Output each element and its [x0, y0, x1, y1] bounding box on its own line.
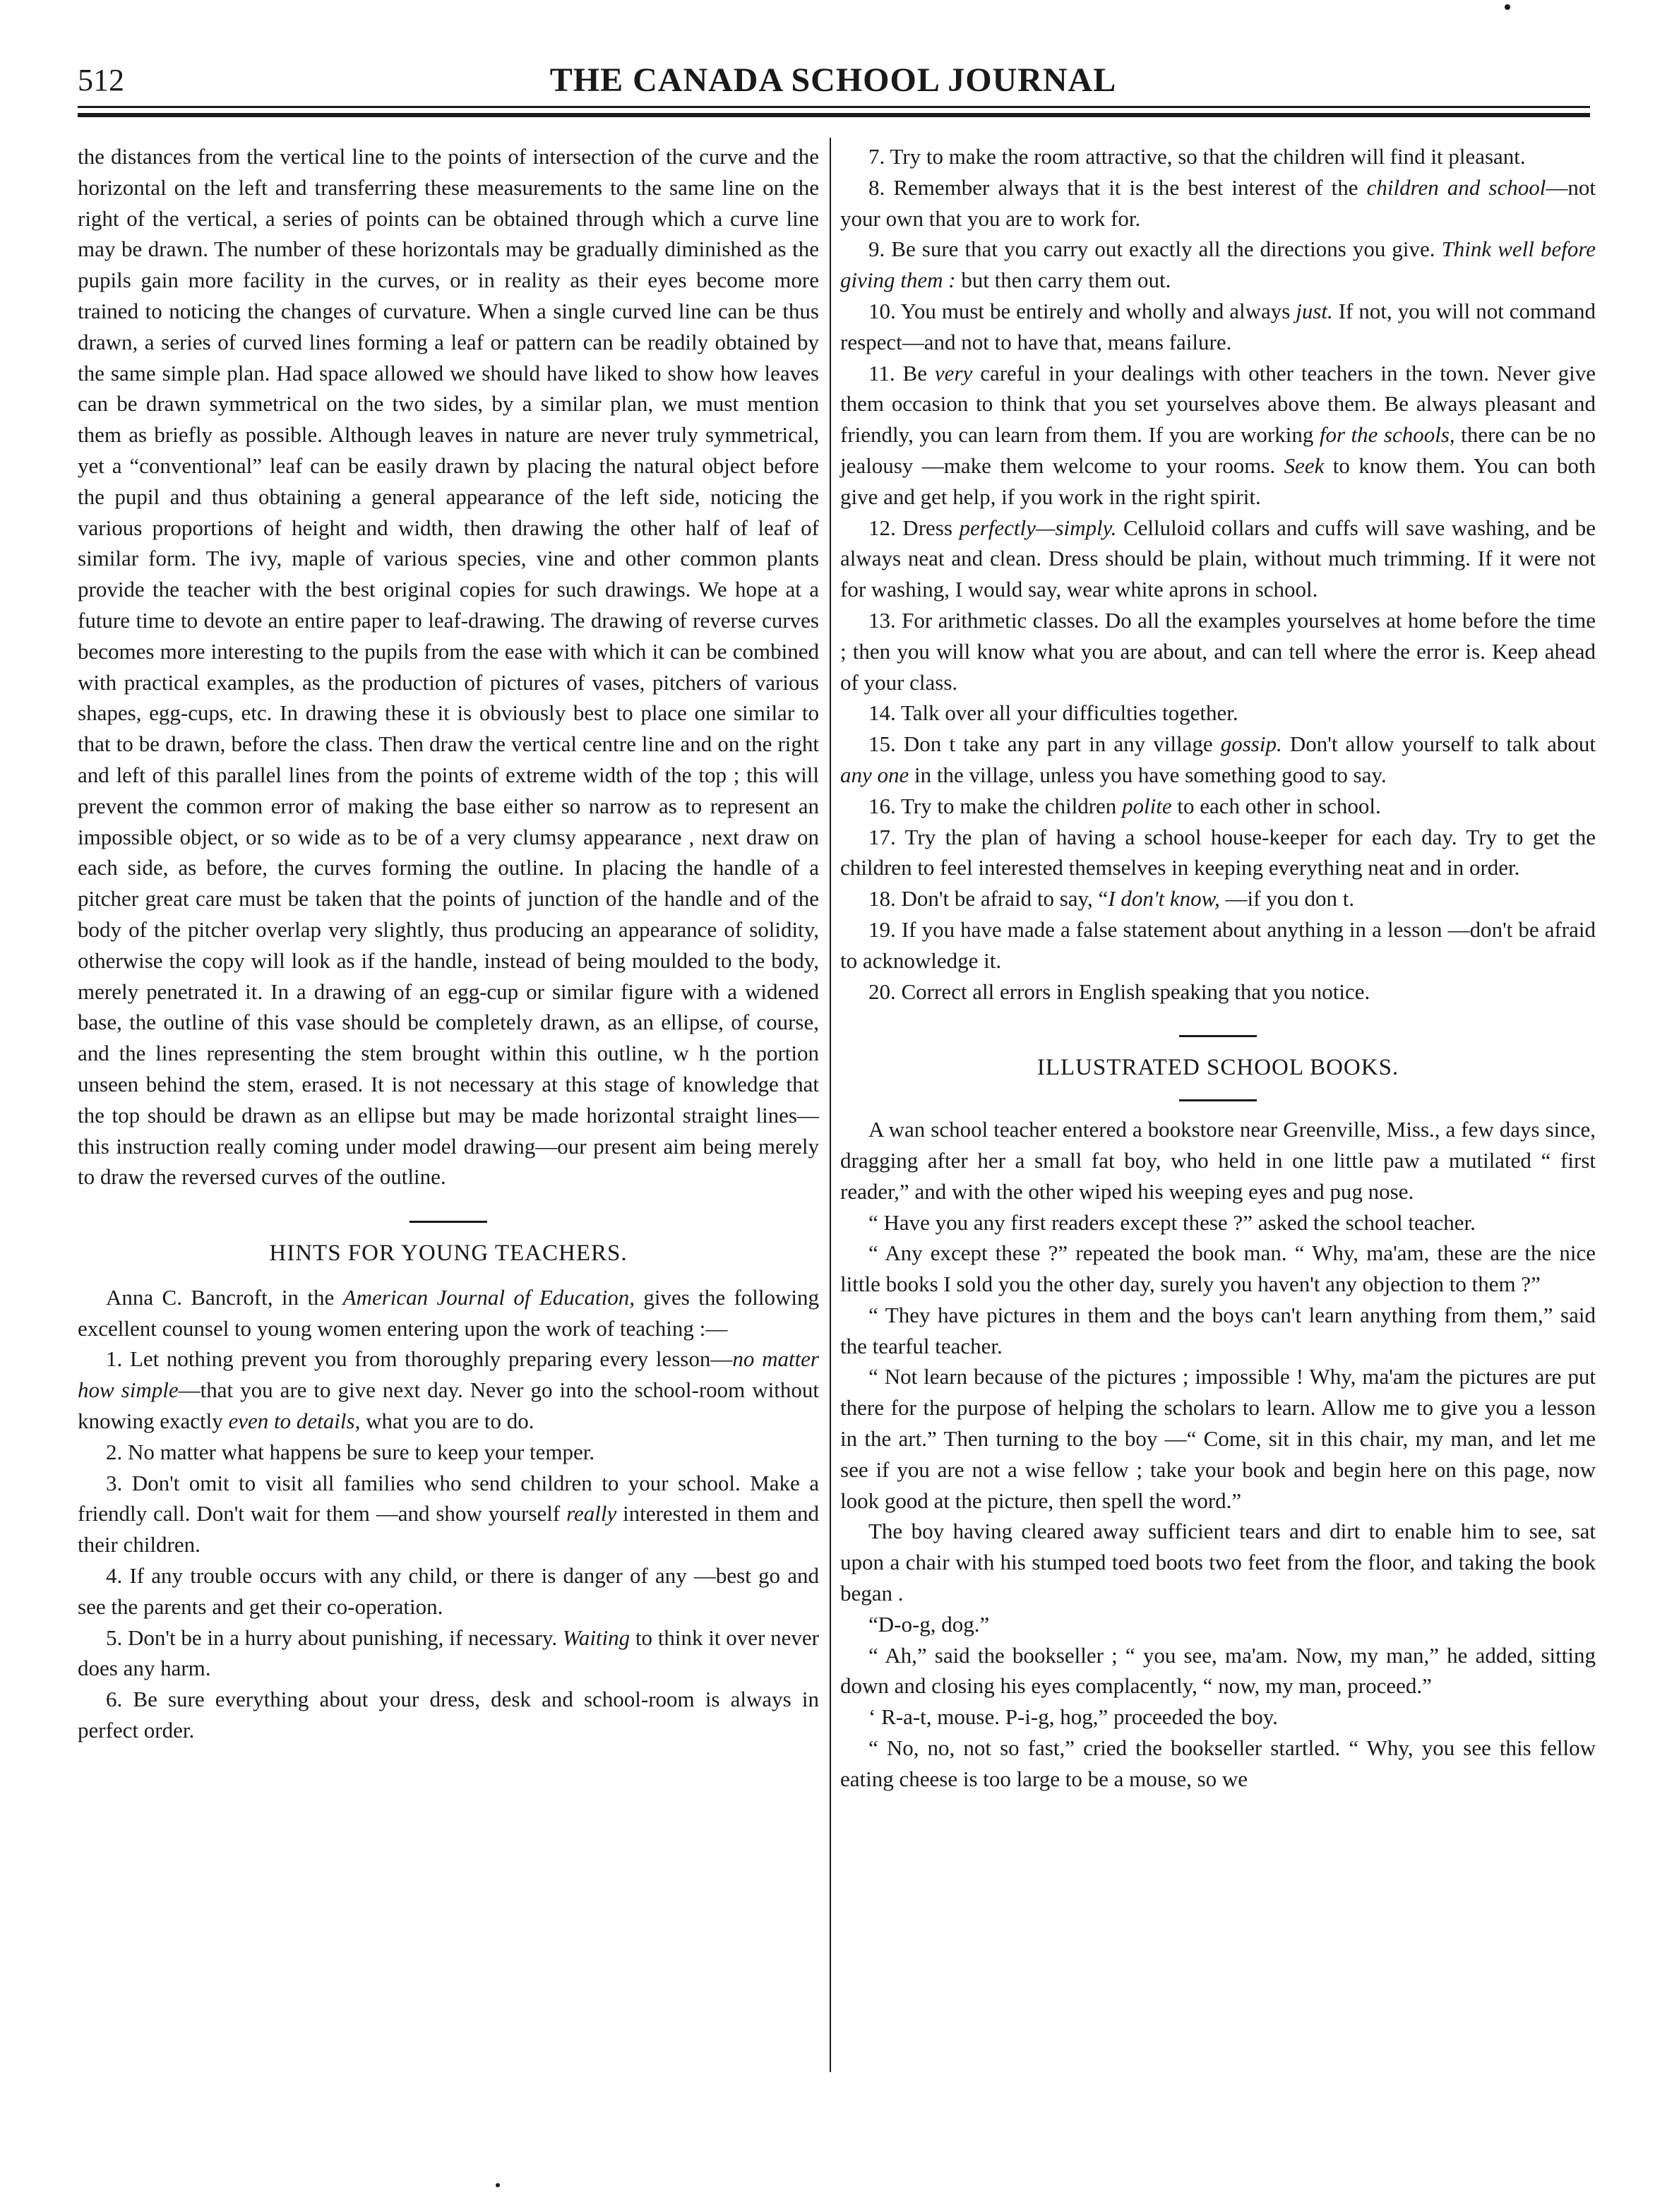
- story-paragraph: “ Not learn because of the pictures ; impossible ! Why, ma'am the pictures are put there for the purpose of helping the scholars to learn. Allow me to give you a lesson in the art.” Then turning to the boy —“ Come, sit in this chair, my man, and let me see if you are not a wise fellow ; take your book and begin here on this page, now look good at the picture, then spell the word.”: [840, 1364, 1596, 1513]
- hint-item: 8. Remember always that it is the best interest of the children and school—not your own that you are to work for.: [840, 174, 1596, 231]
- story-paragraph: The boy having cleared away sufficient tears and dirt to enable him to see, sat upon a chair with his stumped toed boots two feet from the floor, and taking the book began .: [840, 1519, 1596, 1606]
- hint-item: 13. For arithmetic classes. Do all the examples yourselves at home before the time ; then you will know what you are about, and can tell where the error is. Keep ahead of your class.: [840, 607, 1596, 695]
- hint-item: 6. Be sure everything about your dress, desk and school-room is always in perfect order.: [78, 1687, 819, 1743]
- journal-title: THE CANADA SCHOOL JOURNAL: [549, 61, 1117, 99]
- page-number: 512: [78, 63, 124, 97]
- section-title-illustrated-books: ILLUSTRATED SCHOOL BOOKS.: [1036, 1055, 1399, 1081]
- hint-item: 14. Talk over all your difficulties together.: [868, 700, 1238, 726]
- story-paragraph: A wan school teacher entered a bookstore near Greenville, Miss., a few days since, dragging after her a small fat boy, who held in one little paw a mutilated “ first reader,” and with the other wiped his weeping eyes and pug nose.: [840, 1117, 1596, 1204]
- hint-item: 2. No matter what happens be sure to keep your temper.: [106, 1439, 595, 1464]
- hint-item: 3. Don't omit to visit all families who send children to your school. Make a friendly call. Don't wait for them —and show yourself really interested in them and their children.: [78, 1470, 819, 1558]
- column-divider: [830, 138, 831, 2072]
- hint-item: 19. If you have made a false statement about anything in a lesson —don't be afraid to acknowledge it.: [840, 916, 1596, 973]
- section-title-hints: HINTS FOR YOUNG TEACHERS.: [269, 1240, 628, 1267]
- hint-item: 16. Try to make the children polite to each other in school.: [868, 793, 1381, 818]
- hint-item: 4. If any trouble occurs with any child, or there is danger of any —best go and see the parents and get their co-operation.: [78, 1563, 819, 1619]
- hint-item: 20. Correct all errors in English speaking that you notice.: [868, 979, 1370, 1004]
- hints-intro: Anna C. Bancroft, in the American Journal of Education, gives the following excellent counsel to young women entering upon the work of teaching :—: [78, 1284, 819, 1341]
- margin-dot: [496, 2183, 500, 2187]
- hint-item: 17. Try the plan of having a school house-keeper for each day. Try to get the children to feel interested themselves in keeping everything neat and in order.: [840, 824, 1596, 880]
- page-header: [78, 58, 1589, 107]
- hint-item: 1. Let nothing prevent you from thoroughly preparing every lesson—no matter how simple—that you are to give next day. Never go into the school-room without knowing exactly even to details, what you are to do.: [78, 1346, 820, 1434]
- hint-item: 5. Don't be in a hurry about punishing, if necessary. Waiting to think it over never does any harm.: [78, 1625, 819, 1681]
- header-rule-thin: [78, 106, 1590, 108]
- story-paragraph: “ Have you any first readers except these ?” asked the school teacher.: [868, 1209, 1476, 1235]
- story-paragraph: “ Any except these ?” repeated the book man. “ Why, ma'am, these are the nice little books I sold you the other day, surely you haven't any objection to them ?”: [840, 1240, 1596, 1297]
- hint-item: 12. Dress perfectly—simply. Celluloid collars and cuffs will save washing, and be always neat and clean. Dress should be plain, without much trimming. If it were not for washing, I would say, wear white aprons in school.: [840, 515, 1596, 602]
- leaf-drawing-continued-text: the distances from the vertical line to the points of intersection of the curve and the horizontal on the left and transferring these measurements to the same line on the right of the vertical, a series of points can be obtained through which a curve line may be drawn. The number of these horizontals may be gradually diminished as the pupils gain more facility in the curves, or in reality as their eyes become more trained to noticing the changes of curvature. When a single curved line can be thus drawn, a series of curved lines forming a leaf or pattern can be readily obtained by the same simple plan. Had space allowed we should have liked to show how leaves can be drawn symmetrical on the two sides, by a similar plan, we must mention them as briefly as possible. Although leaves in nature are never truly symmetrical, yet a “conventional” leaf can be easily drawn by placing the natural object before the pupil and thus obtaining a general appearance of the left side, noticing the various proportions of height and width, then drawing the other half of leaf of similar form. The ivy, maple of various species, vine and other common plants provide the teacher with the best original copies for such drawings. We hope at a future time to devote an entire paper to leaf-drawing. The drawing of reverse curves becomes more interesting to the pupils from the ease with which it can be combined with practical examples, as the production of pictures of vases, pitchers of various shapes, egg-cups, etc. In drawing these it is obviously best to place one similar to that to be drawn, before the class. Then draw the vertical centre line and on the right and left of this parallel lines from the points of extreme width of the top ; this will prevent the common error of making the base either so narrow as to represent an impossible object, or so wide as to be of a very clumsy appearance , next draw on each side, as before, the curves forming the outline. In placing the handle of a pitcher great care must be taken that the points of junction of the handle and of the body of the pitcher overlap very slightly, thus producing an appearance of solidity, otherwise the copy will look as if the handle, instead of being moulded to the body, merely penetrated it. In a drawing of an egg-cup or similar figure with a widened base, the outline of this vase should be completely drawn, as an ellipse, of course, and the lines representing the stem brought within this outline, w h the portion unseen behind the stem, erased. It is not necessary at this stage of knowledge that the top should be drawn as an ellipse but may be made horizontal straight lines—this instruction really coming under model drawing—our present aim being merely to draw the reversed curves of the outline.: [78, 144, 819, 1190]
- story-paragraph: “D-o-g, dog.”: [868, 1611, 990, 1637]
- hint-item: 10. You must be entirely and wholly and always just. If not, you will not command respect—and not to have that, means failure.: [840, 298, 1596, 354]
- right-column: [840, 141, 1596, 1795]
- hint-item: 7. Try to make the room attractive, so that the children will find it pleasant.: [868, 144, 1526, 169]
- hint-item: 9. Be sure that you carry out exactly all the directions you give. Think well before giving them : but then carry them out.: [840, 237, 1596, 293]
- header-rule-thick: [78, 113, 1590, 117]
- hint-item: 15. Don t take any part in any village gossip. Don't allow yourself to talk about any one in the village, unless you have something good to say.: [840, 731, 1596, 787]
- story-paragraph: “ They have pictures in them and the boys can't learn anything from them,” said the tearful teacher.: [840, 1302, 1596, 1358]
- hint-item: 18. Don't be afraid to say, “I don't know, —if you don t.: [868, 886, 1355, 911]
- hint-item: 11. Be very careful in your dealings with other teachers in the town. Never give them occasion to think that you set yourselves above them. Be always pleasant and friendly, you can learn from them. If you are working for the schools, there can be no jealousy —make them welcome to your rooms. Seek to know them. You can both give and get help, if you work in the right spirit.: [840, 360, 1596, 509]
- story-paragraph: “ No, no, not so fast,” cried the bookseller startled. “ Why, you see this fellow eating cheese is too large to be a mouse, so we: [840, 1735, 1596, 1791]
- story-paragraph: “ Ah,” said the bookseller ; “ you see, ma'am. Now, my man,” he added, sitting down and closing his eyes complacently, “ now, my man, proceed.”: [840, 1642, 1596, 1699]
- story-paragraph: ‘ R-a-t, mouse. P-i-g, hog,” proceeded the boy.: [868, 1704, 1278, 1730]
- left-column: [78, 141, 819, 1746]
- margin-dot: [1505, 4, 1510, 10]
